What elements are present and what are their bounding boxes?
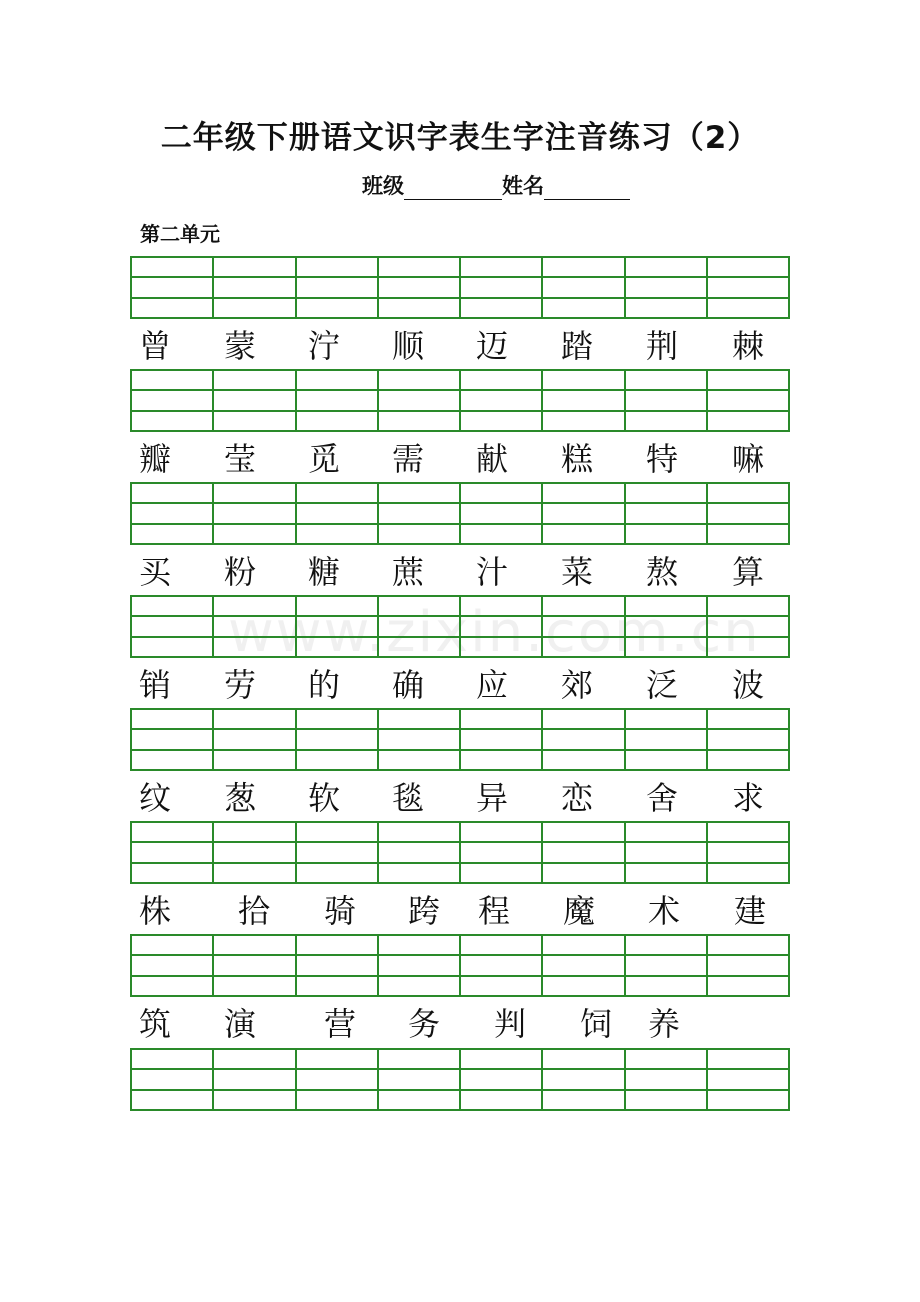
pinyin-cell[interactable] <box>625 863 707 883</box>
pinyin-cell[interactable] <box>460 370 542 390</box>
pinyin-cell[interactable] <box>131 503 213 523</box>
pinyin-cell[interactable] <box>625 976 707 996</box>
pinyin-cell[interactable] <box>378 411 460 431</box>
character: 应 <box>475 666 508 704</box>
character: 务 <box>407 1005 440 1043</box>
pinyin-cell[interactable] <box>707 1069 789 1089</box>
character: 确 <box>391 666 424 704</box>
class-blank[interactable] <box>404 177 502 200</box>
pinyin-cell[interactable] <box>378 524 460 544</box>
pinyin-cell[interactable] <box>378 976 460 996</box>
pinyin-cell[interactable] <box>542 976 624 996</box>
class-label: 班级 <box>362 174 404 198</box>
character: 舍 <box>645 779 678 817</box>
character: 糕 <box>560 440 593 478</box>
pinyin-cell[interactable] <box>625 277 707 297</box>
pinyin-cell[interactable] <box>213 709 295 729</box>
character: 粉 <box>223 553 256 591</box>
pinyin-cell[interactable] <box>131 1069 213 1089</box>
pinyin-cell[interactable] <box>460 483 542 503</box>
pinyin-cell[interactable] <box>707 370 789 390</box>
pinyin-cell[interactable] <box>625 483 707 503</box>
character: 异 <box>475 779 508 817</box>
pinyin-cell[interactable] <box>213 863 295 883</box>
pinyin-cell[interactable] <box>296 842 378 862</box>
pinyin-cell[interactable] <box>213 822 295 842</box>
pinyin-cell[interactable] <box>625 842 707 862</box>
pinyin-cell[interactable] <box>460 863 542 883</box>
pinyin-cell[interactable] <box>625 411 707 431</box>
pinyin-cell[interactable] <box>296 729 378 749</box>
character: 蒙 <box>223 327 256 365</box>
pinyin-cell[interactable] <box>213 524 295 544</box>
pinyin-grid-6 <box>130 821 790 884</box>
character: 株 <box>138 892 171 930</box>
pinyin-cell[interactable] <box>131 524 213 544</box>
pinyin-cell[interactable] <box>378 370 460 390</box>
pinyin-cell[interactable] <box>213 298 295 318</box>
pinyin-cell[interactable] <box>625 298 707 318</box>
character: 需 <box>391 440 424 478</box>
pinyin-cell[interactable] <box>296 709 378 729</box>
pinyin-cell[interactable] <box>378 277 460 297</box>
pinyin-cell[interactable] <box>131 976 213 996</box>
name-label: 姓名 <box>502 174 544 198</box>
character: 拾 <box>237 892 270 930</box>
character: 算 <box>731 553 764 591</box>
pinyin-cell[interactable] <box>625 1069 707 1089</box>
pinyin-cell[interactable] <box>707 298 789 318</box>
pinyin-cell[interactable] <box>707 616 789 636</box>
character: 术 <box>647 892 680 930</box>
pinyin-cell[interactable] <box>460 822 542 842</box>
pinyin-cell[interactable] <box>542 277 624 297</box>
pinyin-cell[interactable] <box>378 935 460 955</box>
name-blank[interactable] <box>544 177 630 200</box>
character: 的 <box>307 666 340 704</box>
pinyin-cell[interactable] <box>378 1069 460 1089</box>
pinyin-cell[interactable] <box>296 976 378 996</box>
pinyin-cell[interactable] <box>378 750 460 770</box>
pinyin-cell[interactable] <box>625 729 707 749</box>
pinyin-cell[interactable] <box>707 637 789 657</box>
pinyin-cell[interactable] <box>131 257 213 277</box>
character: 营 <box>323 1005 356 1043</box>
character-row-4 <box>0 663 920 707</box>
pinyin-cell[interactable] <box>378 390 460 410</box>
pinyin-cell[interactable] <box>625 822 707 842</box>
character: 买 <box>138 553 171 591</box>
pinyin-cell[interactable] <box>296 1090 378 1110</box>
pinyin-cell[interactable] <box>378 1049 460 1069</box>
pinyin-cell[interactable] <box>707 955 789 975</box>
pinyin-cell[interactable] <box>131 1090 213 1110</box>
pinyin-cell[interactable] <box>296 503 378 523</box>
pinyin-cell[interactable] <box>542 390 624 410</box>
character: 荆 <box>645 327 678 365</box>
pinyin-cell[interactable] <box>296 616 378 636</box>
pinyin-cell[interactable] <box>296 596 378 616</box>
pinyin-cell[interactable] <box>542 822 624 842</box>
pinyin-cell[interactable] <box>213 637 295 657</box>
character: 程 <box>477 892 510 930</box>
character: 养 <box>647 1005 680 1043</box>
pinyin-cell[interactable] <box>460 298 542 318</box>
pinyin-cell[interactable] <box>460 503 542 523</box>
pinyin-cell[interactable] <box>542 955 624 975</box>
pinyin-cell[interactable] <box>131 483 213 503</box>
pinyin-cell[interactable] <box>296 370 378 390</box>
pinyin-cell[interactable] <box>213 616 295 636</box>
pinyin-cell[interactable] <box>542 1090 624 1110</box>
pinyin-cell[interactable] <box>460 729 542 749</box>
pinyin-cell[interactable] <box>707 524 789 544</box>
pinyin-cell[interactable] <box>296 1069 378 1089</box>
pinyin-cell[interactable] <box>213 483 295 503</box>
character: 曾 <box>138 327 171 365</box>
pinyin-cell[interactable] <box>707 277 789 297</box>
pinyin-cell[interactable] <box>625 955 707 975</box>
pinyin-cell[interactable] <box>707 863 789 883</box>
pinyin-cell[interactable] <box>542 370 624 390</box>
pinyin-cell[interactable] <box>378 596 460 616</box>
pinyin-cell[interactable] <box>378 955 460 975</box>
pinyin-cell[interactable] <box>542 298 624 318</box>
character: 劳 <box>223 666 256 704</box>
pinyin-cell[interactable] <box>707 1049 789 1069</box>
character: 泞 <box>307 327 340 365</box>
pinyin-cell[interactable] <box>131 298 213 318</box>
pinyin-cell[interactable] <box>460 709 542 729</box>
character: 恋 <box>560 779 593 817</box>
pinyin-cell[interactable] <box>213 390 295 410</box>
pinyin-grid-7 <box>130 934 790 997</box>
pinyin-cell[interactable] <box>707 483 789 503</box>
pinyin-cell[interactable] <box>296 257 378 277</box>
pinyin-cell[interactable] <box>131 955 213 975</box>
pinyin-cell[interactable] <box>213 955 295 975</box>
pinyin-cell[interactable] <box>213 935 295 955</box>
pinyin-cell[interactable] <box>460 750 542 770</box>
pinyin-cell[interactable] <box>296 483 378 503</box>
character: 特 <box>645 440 678 478</box>
pinyin-cell[interactable] <box>131 842 213 862</box>
pinyin-cell[interactable] <box>625 257 707 277</box>
pinyin-cell[interactable] <box>460 842 542 862</box>
pinyin-cell[interactable] <box>707 935 789 955</box>
character: 筑 <box>138 1005 171 1043</box>
pinyin-cell[interactable] <box>296 298 378 318</box>
pinyin-cell[interactable] <box>131 390 213 410</box>
character: 棘 <box>731 327 764 365</box>
pinyin-cell[interactable] <box>707 503 789 523</box>
pinyin-grid-5 <box>130 708 790 771</box>
pinyin-cell[interactable] <box>460 524 542 544</box>
pinyin-cell[interactable] <box>707 709 789 729</box>
pinyin-cell[interactable] <box>213 976 295 996</box>
pinyin-cell[interactable] <box>625 503 707 523</box>
pinyin-cell[interactable] <box>131 637 213 657</box>
pinyin-cell[interactable] <box>378 637 460 657</box>
character: 演 <box>223 1005 256 1043</box>
pinyin-cell[interactable] <box>213 1049 295 1069</box>
pinyin-cell[interactable] <box>460 277 542 297</box>
pinyin-cell[interactable] <box>707 257 789 277</box>
pinyin-cell[interactable] <box>213 277 295 297</box>
pinyin-cell[interactable] <box>625 1049 707 1069</box>
character: 判 <box>493 1005 526 1043</box>
character: 纹 <box>138 779 171 817</box>
pinyin-cell[interactable] <box>296 955 378 975</box>
pinyin-cell[interactable] <box>542 1049 624 1069</box>
pinyin-cell[interactable] <box>707 596 789 616</box>
pinyin-cell[interactable] <box>542 411 624 431</box>
pinyin-cell[interactable] <box>460 955 542 975</box>
page-title: 二年级下册语文识字表生字注音练习（2） <box>160 120 760 156</box>
pinyin-cell[interactable] <box>625 637 707 657</box>
pinyin-cell[interactable] <box>625 750 707 770</box>
pinyin-cell[interactable] <box>131 277 213 297</box>
character: 软 <box>307 779 340 817</box>
character: 蔗 <box>391 553 424 591</box>
pinyin-cell[interactable] <box>542 935 624 955</box>
pinyin-cell[interactable] <box>131 596 213 616</box>
pinyin-cell[interactable] <box>131 709 213 729</box>
character: 献 <box>475 440 508 478</box>
pinyin-cell[interactable] <box>296 390 378 410</box>
character: 泛 <box>645 666 678 704</box>
pinyin-cell[interactable] <box>542 637 624 657</box>
pinyin-cell[interactable] <box>296 935 378 955</box>
character: 建 <box>733 892 766 930</box>
pinyin-cell[interactable] <box>542 863 624 883</box>
pinyin-cell[interactable] <box>707 822 789 842</box>
pinyin-cell[interactable] <box>542 750 624 770</box>
pinyin-cell[interactable] <box>213 842 295 862</box>
pinyin-cell[interactable] <box>542 709 624 729</box>
character: 瓣 <box>138 440 171 478</box>
pinyin-cell[interactable] <box>296 863 378 883</box>
pinyin-cell[interactable] <box>213 370 295 390</box>
pinyin-cell[interactable] <box>625 524 707 544</box>
character-row-3 <box>0 550 920 594</box>
pinyin-cell[interactable] <box>625 370 707 390</box>
pinyin-cell[interactable] <box>213 257 295 277</box>
watermark: www.zixin.com.cn <box>228 600 761 665</box>
pinyin-grid-1 <box>130 256 790 319</box>
pinyin-cell[interactable] <box>131 411 213 431</box>
pinyin-cell[interactable] <box>542 483 624 503</box>
character: 嘛 <box>731 440 764 478</box>
pinyin-cell[interactable] <box>296 524 378 544</box>
pinyin-cell[interactable] <box>378 863 460 883</box>
pinyin-cell[interactable] <box>131 370 213 390</box>
pinyin-cell[interactable] <box>378 503 460 523</box>
character-row-7 <box>0 1002 920 1046</box>
pinyin-cell[interactable] <box>296 277 378 297</box>
pinyin-cell[interactable] <box>131 863 213 883</box>
pinyin-cell[interactable] <box>625 390 707 410</box>
pinyin-cell[interactable] <box>213 411 295 431</box>
pinyin-cell[interactable] <box>296 411 378 431</box>
pinyin-cell[interactable] <box>460 616 542 636</box>
pinyin-cell[interactable] <box>460 1049 542 1069</box>
pinyin-cell[interactable] <box>707 976 789 996</box>
character: 求 <box>731 779 764 817</box>
pinyin-cell[interactable] <box>707 842 789 862</box>
pinyin-cell[interactable] <box>378 483 460 503</box>
character: 莹 <box>223 440 256 478</box>
pinyin-cell[interactable] <box>625 616 707 636</box>
pinyin-cell[interactable] <box>296 637 378 657</box>
pinyin-cell[interactable] <box>213 1069 295 1089</box>
character: 汁 <box>475 553 508 591</box>
pinyin-cell[interactable] <box>625 709 707 729</box>
pinyin-cell[interactable] <box>378 257 460 277</box>
pinyin-cell[interactable] <box>131 750 213 770</box>
student-info-line <box>362 170 630 200</box>
pinyin-cell[interactable] <box>213 750 295 770</box>
character: 骑 <box>323 892 356 930</box>
character-row-1 <box>0 324 920 368</box>
pinyin-cell[interactable] <box>460 1069 542 1089</box>
pinyin-cell[interactable] <box>542 503 624 523</box>
pinyin-cell[interactable] <box>460 976 542 996</box>
character-row-2 <box>0 437 920 481</box>
pinyin-cell[interactable] <box>542 524 624 544</box>
pinyin-cell[interactable] <box>460 935 542 955</box>
pinyin-cell[interactable] <box>460 257 542 277</box>
pinyin-cell[interactable] <box>296 750 378 770</box>
pinyin-cell[interactable] <box>460 411 542 431</box>
pinyin-cell[interactable] <box>296 1049 378 1069</box>
pinyin-cell[interactable] <box>460 596 542 616</box>
character: 熬 <box>645 553 678 591</box>
pinyin-grid-3 <box>130 482 790 545</box>
pinyin-cell[interactable] <box>707 390 789 410</box>
character: 魔 <box>562 892 595 930</box>
pinyin-cell[interactable] <box>378 729 460 749</box>
character: 迈 <box>475 327 508 365</box>
pinyin-cell[interactable] <box>542 616 624 636</box>
pinyin-cell[interactable] <box>131 729 213 749</box>
pinyin-cell[interactable] <box>707 729 789 749</box>
pinyin-cell[interactable] <box>707 1090 789 1110</box>
pinyin-cell[interactable] <box>213 729 295 749</box>
pinyin-cell[interactable] <box>460 1090 542 1110</box>
pinyin-cell[interactable] <box>378 842 460 862</box>
character: 菜 <box>560 553 593 591</box>
pinyin-cell[interactable] <box>707 750 789 770</box>
pinyin-cell[interactable] <box>542 257 624 277</box>
character: 饲 <box>579 1005 612 1043</box>
pinyin-grid-4 <box>130 595 790 658</box>
pinyin-cell[interactable] <box>542 596 624 616</box>
character-row-6 <box>0 889 920 933</box>
pinyin-cell[interactable] <box>131 1049 213 1069</box>
pinyin-cell[interactable] <box>378 1090 460 1110</box>
character: 跨 <box>407 892 440 930</box>
pinyin-cell[interactable] <box>542 729 624 749</box>
character: 毯 <box>391 779 424 817</box>
character: 波 <box>731 666 764 704</box>
character: 糖 <box>307 553 340 591</box>
pinyin-cell[interactable] <box>707 411 789 431</box>
character: 觅 <box>307 440 340 478</box>
character: 踏 <box>560 327 593 365</box>
pinyin-cell[interactable] <box>460 637 542 657</box>
pinyin-grid-2 <box>130 369 790 432</box>
pinyin-cell[interactable] <box>378 709 460 729</box>
character: 销 <box>138 666 171 704</box>
character: 郊 <box>560 666 593 704</box>
pinyin-cell[interactable] <box>460 390 542 410</box>
pinyin-cell[interactable] <box>542 842 624 862</box>
pinyin-cell[interactable] <box>213 1090 295 1110</box>
pinyin-cell[interactable] <box>131 616 213 636</box>
pinyin-cell[interactable] <box>131 822 213 842</box>
character: 葱 <box>223 779 256 817</box>
pinyin-cell[interactable] <box>625 1090 707 1110</box>
pinyin-cell[interactable] <box>213 503 295 523</box>
pinyin-cell[interactable] <box>213 596 295 616</box>
character: 顺 <box>391 327 424 365</box>
pinyin-cell[interactable] <box>378 298 460 318</box>
character-row-5 <box>0 776 920 820</box>
pinyin-cell[interactable] <box>625 596 707 616</box>
pinyin-grid-8 <box>130 1048 790 1111</box>
pinyin-cell[interactable] <box>378 822 460 842</box>
pinyin-cell[interactable] <box>131 935 213 955</box>
pinyin-cell[interactable] <box>378 616 460 636</box>
pinyin-cell[interactable] <box>625 935 707 955</box>
pinyin-cell[interactable] <box>296 822 378 842</box>
pinyin-cell[interactable] <box>542 1069 624 1089</box>
unit-heading: 第二单元 <box>140 222 220 246</box>
